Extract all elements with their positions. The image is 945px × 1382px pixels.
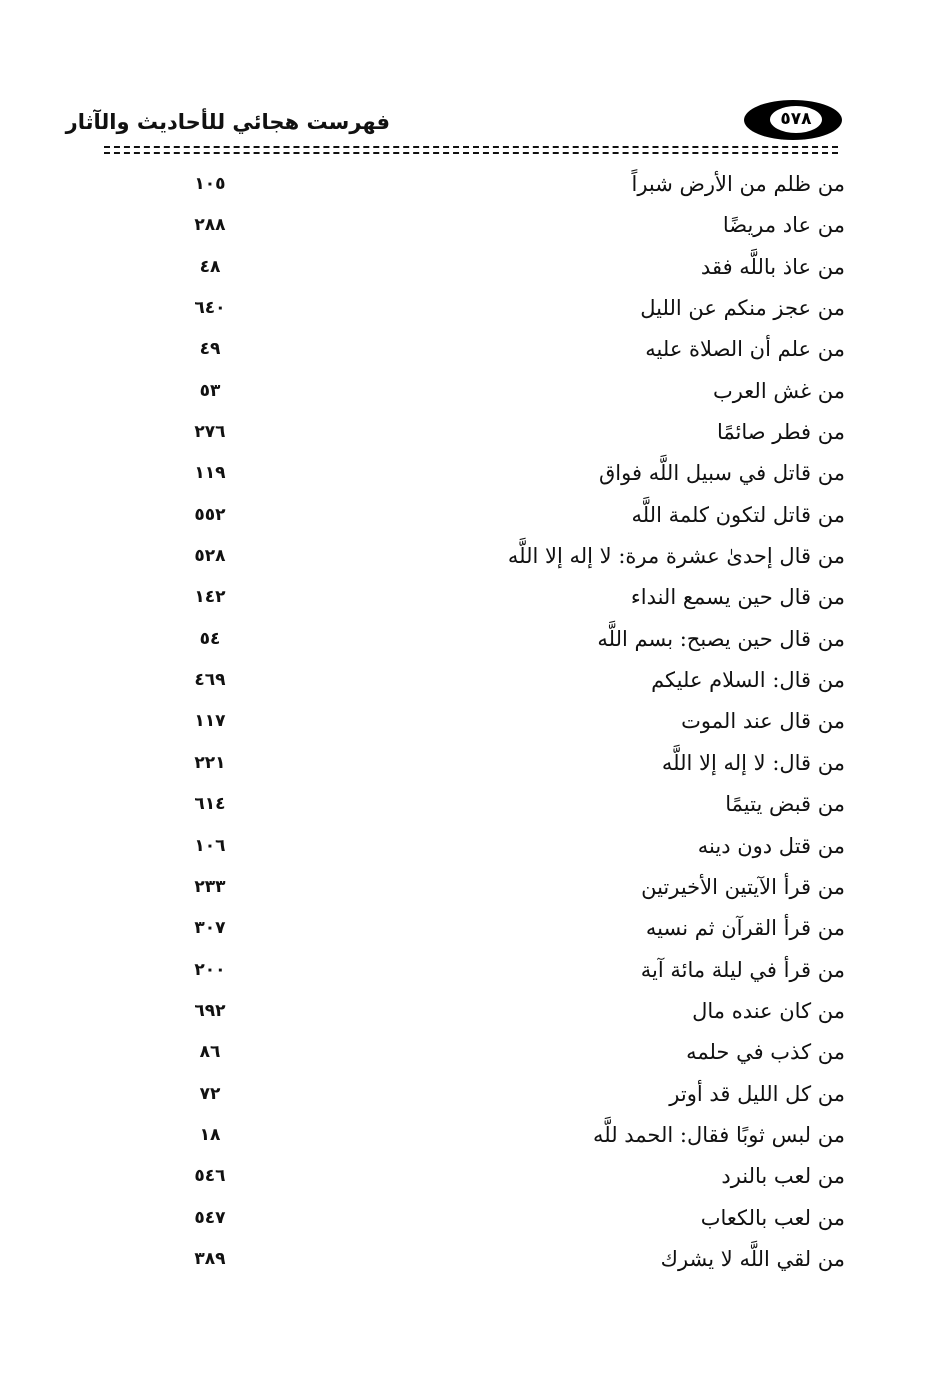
page-header bbox=[65, 100, 842, 146]
index-entry bbox=[150, 1117, 845, 1158]
index-entry bbox=[150, 373, 845, 414]
entry-page-number: ٢٧٦ bbox=[194, 422, 226, 443]
entry-text: من كذب في حلمه bbox=[686, 1040, 845, 1065]
entry-page-number: ٢٠٠ bbox=[194, 959, 226, 980]
entry-page-number: ٥٢٨ bbox=[194, 546, 226, 567]
entry-text: من عجز منكم عن الليل bbox=[640, 296, 845, 321]
entry-text: من غش العرب bbox=[712, 378, 845, 403]
index-entry bbox=[150, 1076, 845, 1117]
entry-page-number: ١٤٢ bbox=[194, 587, 226, 608]
index-entry bbox=[150, 331, 845, 372]
index-entry bbox=[150, 290, 845, 331]
entry-page-number: ١٠٦ bbox=[194, 835, 226, 856]
header-rule-bottom bbox=[104, 152, 838, 154]
index-entry bbox=[150, 993, 845, 1034]
entry-page-number: ١١٧ bbox=[194, 711, 226, 732]
index-entry bbox=[150, 579, 845, 620]
index-entry bbox=[150, 1158, 845, 1199]
entry-text: من قاتل لتكون كلمة اللَّه bbox=[631, 502, 845, 527]
index-entry bbox=[150, 455, 845, 496]
entry-text: من قال: السلام عليكم bbox=[651, 668, 845, 693]
index-entry bbox=[150, 662, 845, 703]
index-entry bbox=[150, 538, 845, 579]
index-entry bbox=[150, 166, 845, 207]
entry-text: من عاد مريضًا bbox=[722, 213, 845, 238]
entry-text: من فطر صائمًا bbox=[716, 420, 845, 445]
entry-text: من قال إحدىٰ عشرة مرة: لا إله إلا اللَّه bbox=[507, 544, 845, 569]
index-entry bbox=[150, 1200, 845, 1241]
index-entry bbox=[150, 207, 845, 248]
page-number-badge bbox=[744, 100, 842, 140]
entry-text: من قرأ القرآن ثم نسيه bbox=[645, 916, 845, 941]
index-entry bbox=[150, 786, 845, 827]
running-title: فهرست هجائي للأحاديث والآثار bbox=[65, 110, 390, 134]
index-entry bbox=[150, 869, 845, 910]
index-entry bbox=[150, 910, 845, 951]
entry-text: من كل الليل قد أوتر bbox=[669, 1081, 845, 1106]
index-entry bbox=[150, 414, 845, 455]
entry-text: من قبض يتيمًا bbox=[725, 792, 845, 817]
page-number: ٥٧٨ bbox=[770, 106, 822, 133]
entry-page-number: ٥٤ bbox=[199, 628, 221, 649]
header-rule-top bbox=[104, 146, 838, 148]
entry-page-number: ٣٨٩ bbox=[194, 1248, 226, 1269]
entry-text: من قال: لا إله إلا اللَّه bbox=[661, 750, 845, 775]
entry-page-number: ١١٩ bbox=[194, 463, 226, 484]
entry-page-number: ٦٩٢ bbox=[194, 1000, 226, 1021]
entry-text: من ظلم من الأرض شبراً bbox=[631, 172, 845, 196]
entry-page-number: ١٠٥ bbox=[194, 174, 226, 194]
entry-page-number: ٥٥٢ bbox=[194, 504, 226, 525]
entry-text: من قال عند الموت bbox=[681, 709, 845, 734]
entry-text: من لعب بالنرد bbox=[721, 1164, 845, 1189]
entry-text: من قال حين يسمع النداء bbox=[630, 585, 845, 610]
entry-text: من كان عنده مال bbox=[692, 998, 845, 1023]
entry-page-number: ٥٤٦ bbox=[194, 1166, 226, 1187]
entry-page-number: ٦١٤ bbox=[194, 794, 226, 815]
entry-page-number: ٨٦ bbox=[199, 1042, 221, 1063]
entry-page-number: ٣٠٧ bbox=[194, 918, 226, 939]
index-entry bbox=[150, 249, 845, 290]
index-entry bbox=[150, 952, 845, 993]
entry-page-number: ٥٣ bbox=[199, 380, 221, 401]
entry-text: من قرأ الآيتين الأخيرتين bbox=[641, 874, 845, 899]
entry-page-number: ١٨ bbox=[199, 1124, 221, 1145]
entry-page-number: ٧٢ bbox=[199, 1083, 221, 1104]
entry-page-number: ٥٤٧ bbox=[194, 1207, 226, 1228]
entry-text: من لقي اللَّه لا يشرك bbox=[660, 1246, 845, 1271]
entry-text: من قاتل في سبيل اللَّه فواق bbox=[599, 461, 845, 486]
entry-page-number: ٢٢١ bbox=[194, 752, 226, 773]
entry-page-number: ٤٨ bbox=[199, 256, 221, 277]
entry-page-number: ٤٦٩ bbox=[194, 670, 226, 691]
index-entry bbox=[150, 1241, 845, 1282]
entry-page-number: ٢٣٣ bbox=[194, 876, 226, 897]
entry-text: من لبس ثوبًا فقال: الحمد للَّه bbox=[592, 1122, 845, 1147]
index-entry bbox=[150, 703, 845, 744]
entry-text: من قرأ في ليلة مائة آية bbox=[640, 957, 845, 982]
index-entry bbox=[150, 1034, 845, 1075]
entry-text: من قال حين يصبح: بسم اللَّه bbox=[597, 626, 845, 651]
index-list bbox=[150, 166, 845, 1282]
index-entry bbox=[150, 621, 845, 662]
entry-page-number: ٦٤٠ bbox=[194, 298, 226, 319]
index-entry bbox=[150, 828, 845, 869]
entry-text: من قتل دون دينه bbox=[697, 833, 845, 858]
entry-page-number: ٢٨٨ bbox=[194, 215, 226, 236]
index-entry bbox=[150, 497, 845, 538]
entry-page-number: ٤٩ bbox=[199, 339, 221, 360]
entry-text: من لعب بالكعاب bbox=[700, 1205, 845, 1230]
index-entry bbox=[150, 745, 845, 786]
entry-text: من عاذ باللَّه فقد bbox=[700, 254, 845, 279]
entry-text: من علم أن الصلاة عليه bbox=[645, 337, 845, 362]
